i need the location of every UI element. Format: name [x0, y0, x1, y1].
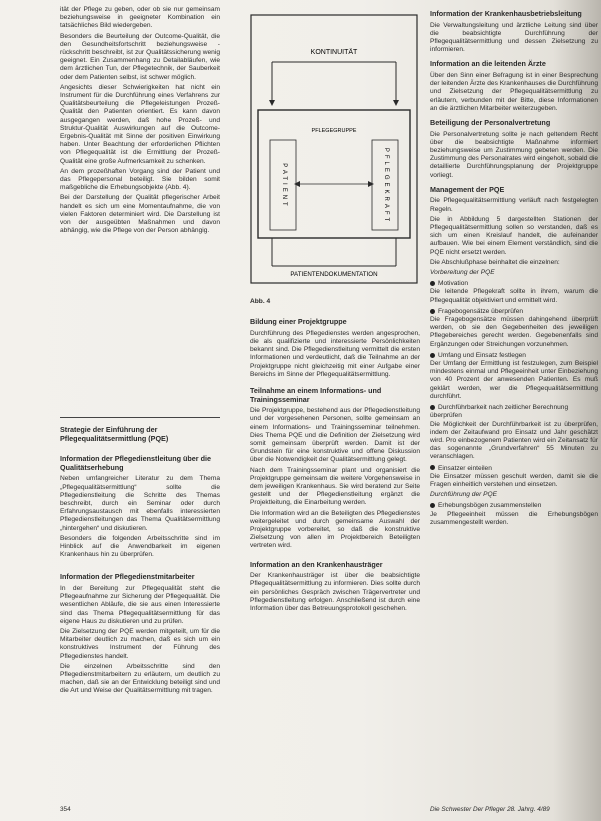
paragraph: Besonders die folgenden Arbeitsschritte sind im Hinblick auf die Anwendbarkeit im eigenen Krankenhaus hin zu überprüfen.	[60, 534, 220, 559]
bullet-icon	[430, 309, 435, 314]
paragraph: Über den Sinn einer Befragung ist in einer Besprechung der leitenden Ärzte des Krankenhauses die Durchführung und Zielsetzung der Pflegequalitätsermittlung zu erläutern, verbunden mit der Bitte, diese Informationen an die ärztlichen Mitarbeiter weiterzugeben.	[430, 72, 598, 112]
bullet-item	[430, 280, 598, 305]
bullet-icon	[430, 405, 435, 410]
figure-caption: Abb. 4	[250, 298, 271, 305]
figure-diagram	[250, 14, 418, 284]
bullet-title: Durchführbarkeit nach zeitlicher Berechnung überprüfen	[430, 404, 569, 420]
paragraph: Die Pflegequalitätsermittlung verläuft nach festgelegten Regeln.	[430, 197, 598, 213]
diagram-right-label: PFLEGEKRAFT	[383, 147, 389, 225]
bullet-icon	[430, 353, 435, 358]
paragraph: Die in Abbildung 5 dargestellten Stationen der Pflegequalitätsermittlung sollen so verstanden, daß es sich um einen Kreislauf handelt, die aufeinander aufbauen. Wie bei einem Element verständlich, sind die PQE nicht ersetzt werden.	[430, 215, 598, 256]
section-divider	[60, 417, 220, 418]
paragraph: Die Projektgruppe, bestehend aus der Pflegedienstleitung und der vorgesehenen Personen, sollte gemeinsam an einem Informations- und Trainingsseminar teilnehmen. Dies Thema PQE und die Definition der Zielsetzung wird somit gemeinsam überprüft werden. Damit ist der Grundstein für eine konstruktive und offene Diskussion über die Notwendigkeit der Qualitätsermittlung gelegt.	[250, 407, 420, 464]
paragraph: Nach dem Trainingsseminar plant und organisiert die Projektgruppe gemeinsam die weitere Vorgehensweise in dem jeweiligen Krankenhaus. Sie wird beratend zur Seite gestellt und der Pflegedienstleitung ergänzt die Projektleitung, die Einarbeitung werden.	[250, 466, 420, 507]
heading-info-mitarbeiter: Information der Pflegedienstmitarbeiter	[60, 572, 195, 582]
bullet-text: Je Pflegeeinheit müssen die Erhebungsbögen zusammengestellt werden.	[430, 510, 598, 526]
heading-traeger: Information an den Krankenhausträger	[250, 559, 383, 569]
bullet-icon	[430, 503, 435, 508]
column-left	[60, 6, 220, 237]
bullet-text: Die Einsatzer müssen geschult werden, damit sie die Fragen einheitlich verstehen und einsetzen.	[430, 472, 598, 488]
bullet-icon	[430, 281, 435, 286]
heading-bildung: Bildung einer Projektgruppe	[250, 317, 347, 327]
paragraph: Die Verwaltungsleitung und ärztliche Leitung sind über die beabsichtigte Durchführung der Pflegequalitätsermittlung und dessen Zielsetzung zu informieren.	[430, 21, 598, 54]
heading-verwaltung: Information der Krankenhausbetriebsleitung	[430, 9, 582, 18]
heading-personal: Beteiligung der Personalvertretung	[430, 118, 551, 128]
bullet-title: Erhebungsbögen zusammenstellen	[438, 502, 542, 510]
heading-strategie: Strategie der Einführung der Pflegequalitätsermittlung (PQE)	[60, 425, 169, 443]
paragraph: Besonders die Beurteilung der Outcome-Qualität, die den Gesundheitsfortschritt beziehungsweise -rückschritt beschreibt, ist zur Qualitätssicherung wenig geeignet. Ein Zusammenhang zu Detailabläufen, wie dem ärztlichen Tun, der Pflegetechnik, der Sauberkeit oder dem Patienten selbst, ist schwer möglich.	[60, 32, 220, 81]
bullet-title: Fragebogensätze überprüfen	[438, 307, 524, 315]
bullet-text: Die Fragebogensätze müssen dahingehend überprüft werden, ob sie den Gegebenheiten des jeweiligen Pflegebereiches gerecht werden. Gegebenenfalls sind Ergänzungen oder Streichungen vorzunehmen.	[430, 316, 598, 348]
bullet-text: Die Möglichkeit der Durchführbarkeit ist zu überprüfen, indem der Zeitaufwand pro Einsatz und Jahr geschätzt wird. Pro einbezogenem Patienten wird ein Zeitansatz für das sogenannte „Grundverfahren“ 55 Minuten zu veranschlagen.	[430, 420, 598, 461]
bullet-text: Die leitende Pflegekraft sollte in ihrem, warum die Pflegequalität objektiviert und ermittelt wird.	[430, 288, 598, 304]
paragraph: Die Information wird an die Beteiligten des Pflegedienstes weitergeleitet und durch gemeinsame Auswahl der Projektgruppe vorbereitet, so daß die konstruktive Zielsetzung von allen im Projektbereich Beteiligten vertreten wird.	[250, 509, 420, 550]
paragraph: An dem prozeßhaften Vorgang sind der Patient und das Pflegepersonal beteiligt. Sie bilden somit maßgebliche die Erhebungsobjekte (Abb. 4).	[60, 167, 220, 192]
bullet-title: Umfang und Einsatz festlegen	[438, 351, 526, 359]
subheading-durchfuehrung: Durchführung der PQE	[430, 491, 498, 499]
paragraph: Die Personalvertretung sollte je nach geltendem Recht über die beabsichtigte Maßnahme informiert beziehungsweise um Zustimmung gebeten werden. Die Zustimmung des Personalrates wird eingeholt, sobald die detaillierte Durchführungsplanung der Projektgruppe vorliegt.	[430, 130, 598, 179]
bullet-item	[430, 308, 598, 349]
column-right	[430, 4, 598, 529]
journal-footer: Die Schwester Der Pfleger 28. Jahrg. 4/89	[430, 806, 550, 813]
bullet-title: Einsatzer einteilen	[438, 464, 492, 472]
paragraph: Durchführung des Pflegedienstes werden angesprochen, die als qualifizierte und interessierte Persönlichkeiten bekannt sind. Die Pflegedienstleitung vermittelt die ersten Informationen und verdeutlicht, daß die Teilnahme an der Projektgruppe nicht gleichzeitig mit einer Aufgabe einer Bereichs im Sinne der Pflegequalitätsermittlung.	[250, 329, 420, 378]
paragraph: Die Abschlußphase beinhaltet die einzelnen:	[430, 258, 560, 266]
heading-aerzte: Information an die leitenden Ärzte	[430, 59, 546, 69]
paragraph: Die Zielsetzung der PQE werden mitgeteilt, um für die Mitarbeiter deutlich zu machen, daß es sich um ein konstruktives Instrument der Führung des Pflegedienstes handelt.	[60, 628, 220, 660]
bullet-title: Motivation	[438, 280, 469, 288]
bullet-item	[430, 352, 598, 401]
bullet-text: Der Umfang der Ermittlung ist festzulegen, zum Beispiel mindestens einmal und Pflegeeinheit unter Einbeziehung von 40 Prozent der anwesenden Patienten. Es muß geklärt werden, wer die Pflegequalitätsermittlung durchführt.	[430, 360, 598, 400]
heading-info-leitung: Information der Pflegedienstleitung über die Qualitätserhebung	[60, 454, 211, 472]
paragraph: Neben umfangreicher Literatur zu dem Thema „Pflegequalitätsermittlung“ sollte die Pflegedienstleitung die Schritte des Themas beschreibt, durch ein Seminar oder durch Erfahrungsaustausch mit ebenfalls interessierten Pflegedienstleitungen das Thema Qualitätsermittlung „hintergehen“ und diskutieren.	[60, 475, 220, 532]
page-number: 354	[60, 806, 71, 813]
paragraph: ität der Pflege zu geben, oder ob sie nur gemeinsam beziehungsweise in geeigneter Kombination ein tatsächliches Bild wiedergeben.	[60, 6, 220, 30]
column-middle	[250, 298, 420, 615]
paragraph: Die einzelnen Arbeitsschritte sind den Pflegedienstmitarbeitern zu erläutern, um deutlich zu machen, daß sie an der Entwicklung beteiligt sind und die Art und Weise der Qualitätsermittlung mit tragen.	[60, 662, 220, 695]
bullet-item	[430, 502, 598, 527]
diagram-left-label: PATIENT	[281, 163, 287, 209]
paragraph: In der Bereitung zur Pflegequalität steht die Pflegeaufnahme zur Sicherung der Pflegequalität. Die wesentlichen Abläufe, die sie aus einen Interessierte sind das Thema Pflegequalitätsermittlung für das eigene Haus zu diskutieren und zu prüfen.	[60, 585, 220, 625]
heading-management: Management der PQE	[430, 184, 505, 194]
bullet-icon	[430, 465, 435, 470]
paragraph: Bei der Darstellung der Qualität pflegerischer Arbeit handelt es sich um eine Momentaufnahme, die von vielen Faktoren determiniert wird. Die Darstellung ist von der ausgeübten Maßnahmen und davon abhängig, wie die Pflege von der Person abhängig.	[60, 194, 220, 235]
subheading-vorbereitung: Vorbereitung der PQE	[430, 269, 495, 277]
diagram-middle-label: PFLEGEGRUPPE	[311, 128, 357, 134]
heading-teilnahme: Teilnahme an einem Informations- und Trainingsseminar	[250, 386, 382, 404]
bullet-item	[430, 404, 598, 461]
paragraph: Der Krankenhausträger ist über die beabsichtigte Pflegequalitätsermittlung zu informieren. Dies sollte durch ein persönliches Gespräch zwischen Trägervertreter und Pflegedienstleitung erfolgen. Anschließend ist durch eine Information über das Betreuungsprotokoll geschehen.	[250, 572, 420, 613]
diagram-top-label: KONTINUITÄT	[310, 49, 358, 56]
bullet-item	[430, 465, 598, 490]
paragraph: Angesichts dieser Schwierigkeiten hat nicht ein Instrument für die Durchführung eines Verfahrens zur Qualitätsbeurteilung die Pflegeleistungen Prozeß-Qualität den Patienten orientiert. Es kann davon ausgegangen werden, daß hohe Prozeß- und Struktur-Qualität Auswirkungen auf die Outcome-Ergebnis-Qualität mit Sinne der positiven Einwirkung haben. Unter Beachtung der erforderlichen Pflichten von Pflegequalität ist die Ermittlung der Prozeß-Qualität eine große Aufmerksamkeit zu schenken.	[60, 83, 220, 165]
diagram-bottom-label: PATIENTENDOKUMENTATION	[290, 271, 378, 278]
column-left-lower	[60, 420, 220, 698]
